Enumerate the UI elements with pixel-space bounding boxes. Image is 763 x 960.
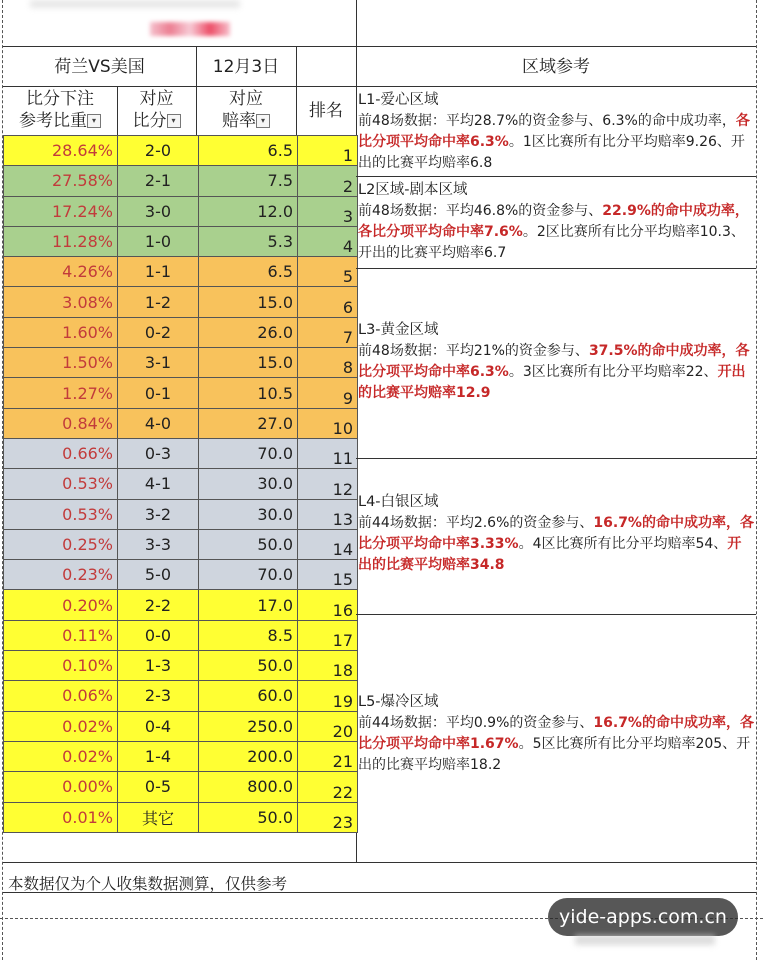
table-row (4, 681, 358, 711)
rank-cell[interactable]: 5 (298, 257, 358, 287)
zone-highlight: 开出的比赛平均赔率12.9 (358, 364, 746, 401)
zone-l4-text (358, 513, 754, 576)
table-row (4, 257, 358, 287)
zone-highlight: 开出的比赛平均赔率34.8 (358, 536, 742, 573)
zone-l5 (358, 692, 754, 776)
table-row (4, 620, 358, 650)
grid-line (356, 86, 756, 87)
score-cell[interactable]: 2-3 (118, 681, 199, 711)
zone-l2 (358, 180, 754, 264)
rank-cell[interactable]: 8 (298, 348, 358, 378)
rank-cell[interactable]: 12 (298, 469, 358, 499)
grid-line (3, 46, 756, 47)
score-cell[interactable]: 0-4 (118, 711, 199, 741)
zone-l1 (358, 90, 754, 174)
rank-cell[interactable]: 10 (298, 408, 358, 438)
match-date: 12月3日 (212, 57, 280, 77)
percentage-cell[interactable]: 0.02% (4, 741, 118, 771)
rank-cell[interactable]: 4 (298, 226, 358, 256)
filter-dropdown-icon[interactable]: ▾ (256, 114, 270, 128)
zone-text: 前48场数据：平均21%的资金参与、 (358, 343, 589, 359)
score-cell[interactable]: 其它 (118, 802, 199, 832)
odds-cell[interactable]: 27.0 (199, 408, 298, 438)
table-row (4, 166, 358, 196)
rank-cell[interactable]: 14 (298, 529, 358, 559)
column-header-rank: 排名 (309, 101, 343, 121)
percentage-cell[interactable]: 1.27% (4, 378, 118, 408)
column-header-score (117, 88, 196, 132)
rank-cell[interactable]: 6 (298, 287, 358, 317)
zone-text: 前44场数据：平均0.9%的资金参与、 (358, 715, 594, 731)
table-row (4, 711, 358, 741)
odds-cell[interactable]: 10.5 (199, 378, 298, 408)
zone-text: 。1区比赛所有比分平均赔率9.26、开出的比赛平均赔率6.8 (358, 134, 745, 171)
rank-cell[interactable]: 13 (298, 499, 358, 529)
rank-cell[interactable]: 3 (298, 196, 358, 226)
zone-l5-title: L5-爆冷区域 (358, 694, 439, 710)
sheet-border-right (756, 0, 757, 960)
odds-cell[interactable]: 50.0 (199, 529, 298, 559)
header-text: 参考比重 (19, 111, 87, 131)
table-row (4, 136, 358, 166)
rank-cell[interactable]: 1 (298, 136, 358, 166)
rank-cell[interactable]: 16 (298, 590, 358, 620)
rank-cell[interactable]: 23 (298, 802, 358, 832)
zone-l2-title: L2区域-剧本区域 (358, 182, 468, 198)
grid-line (3, 86, 356, 87)
score-cell[interactable]: 3-2 (118, 499, 199, 529)
score-cell[interactable]: 4-1 (118, 469, 199, 499)
score-cell[interactable]: 1-3 (118, 651, 199, 681)
blurred-text (30, 0, 240, 8)
table-row (4, 408, 358, 438)
header-line: 比分下注 (26, 89, 94, 109)
score-cell[interactable]: 0-0 (118, 620, 199, 650)
odds-cell[interactable]: 6.5 (199, 136, 298, 166)
table-row (4, 287, 358, 317)
table-row (4, 196, 358, 226)
percentage-cell[interactable]: 28.64% (4, 136, 118, 166)
table-row (4, 560, 358, 590)
percentage-cell[interactable]: 1.60% (4, 317, 118, 347)
score-cell[interactable]: 4-0 (118, 408, 199, 438)
percentage-cell[interactable]: 0.23% (4, 560, 118, 590)
zone-l5-text (358, 713, 754, 776)
zone-l2-text (358, 201, 754, 264)
header-line: 对应 (139, 89, 174, 109)
percentage-cell[interactable]: 0.20% (4, 590, 118, 620)
odds-cell[interactable]: 6.5 (199, 257, 298, 287)
percentage-cell[interactable]: 0.53% (4, 499, 118, 529)
odds-cell[interactable]: 250.0 (199, 711, 298, 741)
match-title: 荷兰VS美国 (54, 57, 145, 77)
odds-cell[interactable]: 800.0 (199, 772, 298, 802)
odds-cell[interactable]: 7.5 (199, 166, 298, 196)
rank-cell[interactable]: 21 (298, 741, 358, 771)
table-row (4, 378, 358, 408)
score-cell[interactable]: 0-5 (118, 772, 199, 802)
percentage-cell[interactable]: 0.25% (4, 529, 118, 559)
filter-dropdown-icon[interactable]: ▾ (87, 114, 101, 128)
percentage-cell[interactable]: 0.53% (4, 469, 118, 499)
zone-text: 。3区比赛所有比分平均赔率22、 (508, 364, 718, 380)
zone-text: 。2区比赛所有比分平均赔率10.3、开出的比赛平均赔率6.7 (358, 224, 745, 261)
odds-cell[interactable]: 12.0 (199, 196, 298, 226)
rank-cell[interactable]: 17 (298, 620, 358, 650)
blurred-text (575, 935, 715, 945)
percentage-cell[interactable]: 1.50% (4, 348, 118, 378)
zone-highlight: 各比分项平均命中率6.3% (358, 113, 750, 150)
score-cell[interactable]: 0-2 (118, 317, 199, 347)
odds-cell[interactable]: 50.0 (199, 651, 298, 681)
table-row (4, 772, 358, 802)
percentage-cell[interactable]: 4.26% (4, 257, 118, 287)
score-cell[interactable]: 1-1 (118, 257, 199, 287)
percentage-cell[interactable]: 3.08% (4, 287, 118, 317)
score-cell[interactable]: 2-1 (118, 166, 199, 196)
filter-dropdown-icon[interactable]: ▾ (167, 114, 181, 128)
odds-cell[interactable]: 8.5 (199, 620, 298, 650)
odds-cell[interactable]: 50.0 (199, 802, 298, 832)
percentage-cell[interactable]: 0.01% (4, 802, 118, 832)
zone-divider (356, 614, 756, 615)
zone-l1-text (358, 111, 754, 174)
zone-text: 前44场数据：平均2.6%的资金参与、 (358, 515, 594, 531)
zone-highlight: 16.7%的命中成功率，各比分项平均命中率1.67% (358, 715, 754, 752)
percentage-cell[interactable]: 11.28% (4, 226, 118, 256)
disclaimer: 本数据仅为个人收集数据测算，仅供参考 (8, 875, 288, 893)
zone-l4-title: L4-白银区域 (358, 494, 439, 510)
table-row (4, 438, 358, 468)
table-row (4, 802, 358, 832)
table-row (4, 469, 358, 499)
rank-cell[interactable]: 18 (298, 651, 358, 681)
score-cell[interactable]: 1-2 (118, 287, 199, 317)
zone-divider (356, 268, 756, 269)
percentage-cell[interactable]: 0.00% (4, 772, 118, 802)
header-line (3, 110, 117, 132)
score-cell[interactable]: 2-2 (118, 590, 199, 620)
zone-divider (356, 176, 756, 177)
rank-cell[interactable]: 2 (298, 166, 358, 196)
percentage-cell[interactable]: 0.84% (4, 408, 118, 438)
percentage-cell[interactable]: 0.10% (4, 651, 118, 681)
rank-cell[interactable]: 7 (298, 317, 358, 347)
odds-cell[interactable]: 30.0 (199, 499, 298, 529)
percentage-cell[interactable]: 0.06% (4, 681, 118, 711)
odds-cell[interactable]: 60.0 (199, 681, 298, 711)
column-header-odds (196, 88, 296, 132)
header-line: 对应 (229, 89, 263, 109)
score-cell[interactable]: 0-1 (118, 378, 199, 408)
score-cell[interactable]: 3-0 (118, 196, 199, 226)
rank-cell[interactable]: 9 (298, 378, 358, 408)
odds-cell[interactable]: 200.0 (199, 741, 298, 771)
zone-text: 。4区比赛所有比分平均赔率54、 (518, 536, 728, 552)
table-row (4, 651, 358, 681)
table-row (4, 499, 358, 529)
score-cell[interactable]: 5-0 (118, 560, 199, 590)
rank-cell[interactable]: 22 (298, 772, 358, 802)
table-row (4, 317, 358, 347)
redacted-title (150, 22, 230, 36)
rank-cell[interactable]: 19 (298, 681, 358, 711)
score-cell[interactable]: 1-0 (118, 226, 199, 256)
score-cell[interactable]: 0-3 (118, 438, 199, 468)
odds-table (3, 135, 358, 833)
zone-reference-title: 区域参考 (522, 57, 590, 77)
grid-line (3, 862, 756, 863)
zone-l3 (358, 320, 754, 404)
odds-cell[interactable]: 70.0 (199, 560, 298, 590)
rank-cell[interactable]: 11 (298, 438, 358, 468)
score-cell[interactable]: 3-1 (118, 348, 199, 378)
percentage-cell[interactable]: 17.24% (4, 196, 118, 226)
header-line (117, 110, 196, 132)
zone-divider (356, 458, 756, 459)
table-row (4, 741, 358, 771)
zone-highlight: 16.7%的命中成功率，各比分项平均命中率3.33% (358, 515, 754, 552)
zone-text: 前48场数据：平均28.7%的资金参与、6.3%的命中成功率， (358, 113, 736, 129)
table-row (4, 590, 358, 620)
score-cell[interactable]: 3-3 (118, 529, 199, 559)
zone-highlight: 37.5%的命中成功率，各比分项平均命中率6.3% (358, 343, 750, 380)
zone-l1-title: L1-爱心区域 (358, 92, 439, 108)
table-row (4, 226, 358, 256)
header-line (196, 110, 296, 132)
score-cell[interactable]: 2-0 (118, 136, 199, 166)
rank-cell[interactable]: 15 (298, 560, 358, 590)
percentage-cell[interactable]: 27.58% (4, 166, 118, 196)
zone-l4 (358, 492, 754, 576)
table-row (4, 348, 358, 378)
odds-cell[interactable]: 17.0 (199, 590, 298, 620)
rank-cell[interactable]: 20 (298, 711, 358, 741)
odds-cell[interactable]: 15.0 (199, 287, 298, 317)
score-cell[interactable]: 1-4 (118, 741, 199, 771)
table-row (4, 529, 358, 559)
odds-cell[interactable]: 5.3 (199, 226, 298, 256)
odds-cell[interactable]: 26.0 (199, 317, 298, 347)
header-text: 比分 (132, 111, 167, 131)
zone-l3-title: L3-黄金区域 (358, 322, 439, 338)
zone-text: 。5区比赛所有比分平均赔率205、开出的比赛平均赔率18.2 (358, 736, 751, 773)
odds-cell[interactable]: 30.0 (199, 469, 298, 499)
zone-text: 前48场数据：平均46.8%的资金参与、 (358, 203, 603, 219)
zone-l3-text (358, 341, 754, 404)
column-header-percentage (3, 88, 117, 132)
zone-highlight: 22.9%的命中成功率，各比分项平均命中率7.6% (358, 203, 749, 240)
watermark: yide-apps.com.cn (548, 898, 738, 936)
header-text: 赔率 (222, 111, 256, 131)
percentage-cell[interactable]: 0.66% (4, 438, 118, 468)
odds-cell[interactable]: 15.0 (199, 348, 298, 378)
percentage-cell[interactable]: 0.11% (4, 620, 118, 650)
percentage-cell[interactable]: 0.02% (4, 711, 118, 741)
odds-cell[interactable]: 70.0 (199, 438, 298, 468)
